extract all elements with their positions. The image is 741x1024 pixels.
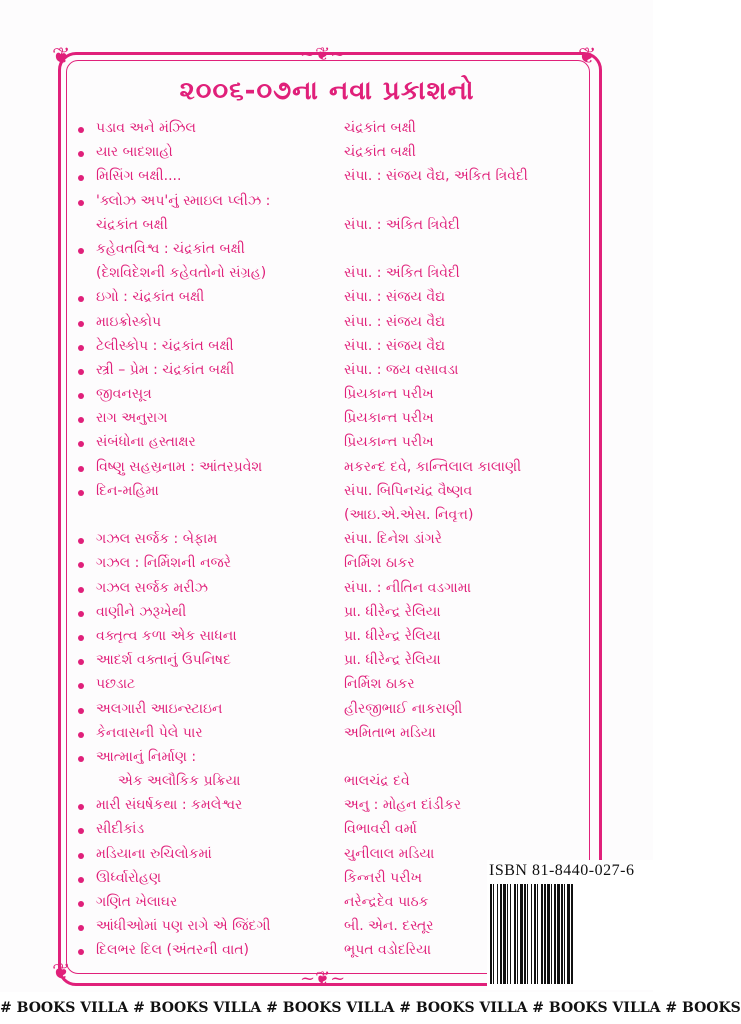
book-author: ભાલચંદ્ર દવે xyxy=(344,773,410,790)
bullet-icon xyxy=(78,901,84,907)
book-title: દિન-મહિમા xyxy=(96,482,159,499)
book-title: (દેશવિદેશની કહેવતોનો સંગ્રહ) xyxy=(96,265,267,282)
bullet-icon xyxy=(78,708,84,714)
list-item xyxy=(78,457,598,481)
book-title: સ્ત્રી – પ્રેમ : ચંદ્રકાંત બક્ષી xyxy=(96,361,235,378)
list-item xyxy=(78,747,598,771)
book-title: સીદીકાંડ xyxy=(96,821,145,838)
book-author: ચંદ્રકાંત બક્ષી xyxy=(344,120,416,136)
page-title: ૨૦૦૬-૦૭ના નવા પ્રકાશનો xyxy=(179,76,475,106)
bullet-icon xyxy=(78,562,84,568)
book-title: માઇક્રોસ્કોપ xyxy=(96,313,162,330)
book-author: વિભાવરી વર્મા xyxy=(344,821,417,838)
list-item xyxy=(78,336,598,360)
book-author: અનુ : મોહન દાંડીકર xyxy=(344,797,462,814)
book-title: ટેલીસ્કોપ : ચંદ્રકાંત બક્ષી xyxy=(96,337,234,354)
bullet-icon xyxy=(78,683,84,689)
book-title: મડિયાના રુચિલોકમાં xyxy=(96,845,212,862)
list-item xyxy=(78,384,598,408)
list-item xyxy=(78,819,598,843)
book-author: પ્રા. ધીરેન્દ્ર રેલિયા xyxy=(344,603,441,620)
book-title: ગઝલ સર્જક મરીઝ xyxy=(96,579,209,596)
bullet-icon xyxy=(78,756,84,762)
book-title: આંધીઓમાં પણ રાગે એ જિંદગી xyxy=(96,918,271,935)
barcode xyxy=(490,884,650,984)
book-author: પ્રા. ધીરેન્દ્ર રેલિયા xyxy=(344,652,441,669)
book-title: ગણિત ખેલાઘર xyxy=(96,894,178,910)
bottom-ornament-icon: ~❦~ xyxy=(300,968,346,989)
book-title: ચંદ્રકાંત બક્ષી xyxy=(96,216,168,233)
book-title: કહેવતવિશ્વ : ચંદ્રકાંત બક્ષી xyxy=(96,240,245,257)
list-item xyxy=(78,360,598,384)
list-item xyxy=(78,166,598,190)
list-item xyxy=(78,650,598,674)
book-author: પ્રિયકાન્ત પરીખ xyxy=(344,386,434,403)
book-title: યાર બાદશાહો xyxy=(96,144,173,161)
book-title: જીવનસૂત્ર xyxy=(96,386,152,403)
bullet-icon xyxy=(78,441,84,447)
list-item xyxy=(78,699,598,723)
bullet-icon xyxy=(78,925,84,931)
list-item xyxy=(78,795,598,819)
book-author: નિર્મિશ ઠાકર xyxy=(344,555,415,572)
book-author: પ્રા. ધીરેન્દ્ર રેલિયા xyxy=(344,627,441,644)
list-item xyxy=(78,408,598,432)
book-author: સંપા. : જય વસાવડા xyxy=(344,361,459,378)
book-author: પ્રિયકાન્ત પરીખ xyxy=(344,410,434,427)
book-author: સંપા. : અંકિત ત્રિવેદી xyxy=(344,265,460,282)
book-title: આદર્શ વક્તાનું ઉપનિષદ xyxy=(96,652,231,669)
watermark-footer: # BOOKS VILLA # BOOKS VILLA # BOOKS VILLA # BOOKS VILLA # BOOKS VILLA # BOOKS xyxy=(0,992,653,1024)
bullet-icon xyxy=(78,538,84,544)
book-title: ગઝલ સર્જક : બેફામ xyxy=(96,531,218,548)
book-author: અમિતાભ મડિયા xyxy=(344,724,436,741)
bullet-icon xyxy=(78,369,84,375)
book-title: વિષ્ણુ સહસ્રનામ : આંતરપ્રવેશ xyxy=(96,458,263,475)
bullet-icon xyxy=(78,200,84,206)
book-author: મકરન્દ દવે, કાન્તિલાલ કાલાણી xyxy=(344,458,522,475)
corner-swirl-icon: ❦ xyxy=(52,960,71,985)
book-author: સંપા. બિપિનચંદ્ર વૈષ્ણવ xyxy=(344,482,473,499)
book-author: સંપા. : સંજય વૈદ્ય xyxy=(344,313,446,330)
bullet-icon xyxy=(78,466,84,472)
book-title: મારી સંઘર્ષકથા : કમલેશ્વર xyxy=(96,797,243,814)
book-title: વક્તૃત્વ કળા એક સાધના xyxy=(96,627,237,644)
list-item xyxy=(78,529,598,553)
bullet-icon xyxy=(78,853,84,859)
list-item xyxy=(78,771,598,795)
list-item xyxy=(78,287,598,311)
bullet-icon xyxy=(78,151,84,157)
book-title: ગઝલ : નિર્મિશની નજરે xyxy=(96,555,232,572)
book-author: સંપા. દિનેશ ડાંગરે xyxy=(344,531,442,548)
corner-swirl-icon: ❦ xyxy=(52,44,71,69)
book-author: કિન્નરી પરીખ xyxy=(344,869,423,886)
list-item xyxy=(78,723,598,747)
book-title: મિસિંગ બક્ષી.... xyxy=(96,168,182,185)
bullet-icon xyxy=(78,417,84,423)
book-title: રાગ અનુરાગ xyxy=(96,410,168,427)
bullet-icon xyxy=(78,175,84,181)
book-author: ચુનીલાલ મડિયા xyxy=(344,845,435,862)
list-item xyxy=(78,118,598,142)
bullet-icon xyxy=(78,127,84,133)
list-item xyxy=(78,626,598,650)
list-item xyxy=(78,505,598,529)
book-author: સંપા. : સંજય વૈદ્ય xyxy=(344,337,446,354)
book-author: બી. એન. દસ્તૂર xyxy=(344,918,434,935)
book-title: દિલભર દિલ (અંતરની વાત) xyxy=(96,942,250,959)
bullet-icon xyxy=(78,345,84,351)
isbn-label: ISBN 81-8440-027-6 xyxy=(489,862,635,879)
book-author: નિર્મિશ ઠાકર xyxy=(344,676,415,693)
list-item xyxy=(78,674,598,698)
list-item xyxy=(78,602,598,626)
bullet-icon xyxy=(78,804,84,810)
book-author: હીરજીભાઈ નાકરાણી xyxy=(344,700,463,717)
bullet-icon xyxy=(78,321,84,327)
book-title: સંબંધોના હસ્તાક્ષર xyxy=(96,434,196,451)
list-item xyxy=(78,312,598,336)
book-author: નરેન્દ્રદેવ પાઠક xyxy=(344,894,429,910)
list-item xyxy=(78,553,598,577)
bullet-icon xyxy=(78,611,84,617)
book-title: એક અલૌકિક પ્રક્રિયા xyxy=(118,773,241,790)
book-title: આત્માનું નિર્માણ : xyxy=(96,748,197,765)
bullet-icon xyxy=(78,877,84,883)
book-author: પ્રિયકાન્ત પરીખ xyxy=(344,434,434,451)
bullet-icon xyxy=(78,393,84,399)
book-title: ઊર્ધ્વારોહણ xyxy=(96,869,162,886)
bullet-icon xyxy=(78,828,84,834)
list-item xyxy=(78,263,598,287)
bullet-icon xyxy=(78,732,84,738)
list-item xyxy=(78,191,598,215)
bullet-icon xyxy=(78,490,84,496)
list-item xyxy=(78,481,598,505)
book-author: ચંદ્રકાંત બક્ષી xyxy=(344,144,416,161)
book-author: સંપા. : અંકિત ત્રિવેદી xyxy=(344,216,460,233)
bullet-icon xyxy=(78,296,84,302)
list-item xyxy=(78,239,598,263)
list-item xyxy=(78,578,598,602)
book-author: (આઇ.એ.એસ. નિવૃત્ત) xyxy=(344,507,474,523)
book-author: ભૂપત વડોદરિયા xyxy=(344,942,432,959)
book-author: સંપા. : સંજય વૈદ્ય, અંકિત ત્રિવેદી xyxy=(344,168,528,185)
book-title: વાણીને ઝરૂખેથી xyxy=(96,603,187,620)
list-item xyxy=(78,432,598,456)
book-title: અલગારી આઇન્સ્ટાઇન xyxy=(96,700,223,717)
book-title: પડાવ અને મંઝિલ xyxy=(96,120,197,136)
bullet-icon xyxy=(78,949,84,955)
bullet-icon xyxy=(78,635,84,641)
list-item xyxy=(78,142,598,166)
corner-swirl-icon: ❦ xyxy=(578,44,597,69)
book-title: પછડાટ xyxy=(96,676,136,693)
list-item xyxy=(78,215,598,239)
bullet-icon xyxy=(78,659,84,665)
book-title: 'ક્લોઝ અપ'નું સ્માઇલ પ્લીઝ : xyxy=(96,192,271,209)
book-list xyxy=(78,118,598,965)
book-title: ઇગો : ચંદ્રકાંત બક્ષી xyxy=(96,289,205,306)
bullet-icon xyxy=(78,587,84,593)
bullet-icon xyxy=(78,248,84,254)
book-author: સંપા. : નીતિન વડગામા xyxy=(344,579,472,596)
top-ornament-icon: ~❦~ xyxy=(300,44,346,65)
book-title: કેનવાસની પેલે પાર xyxy=(96,724,203,741)
book-author: સંપા. : સંજય વૈદ્ય xyxy=(344,289,446,306)
